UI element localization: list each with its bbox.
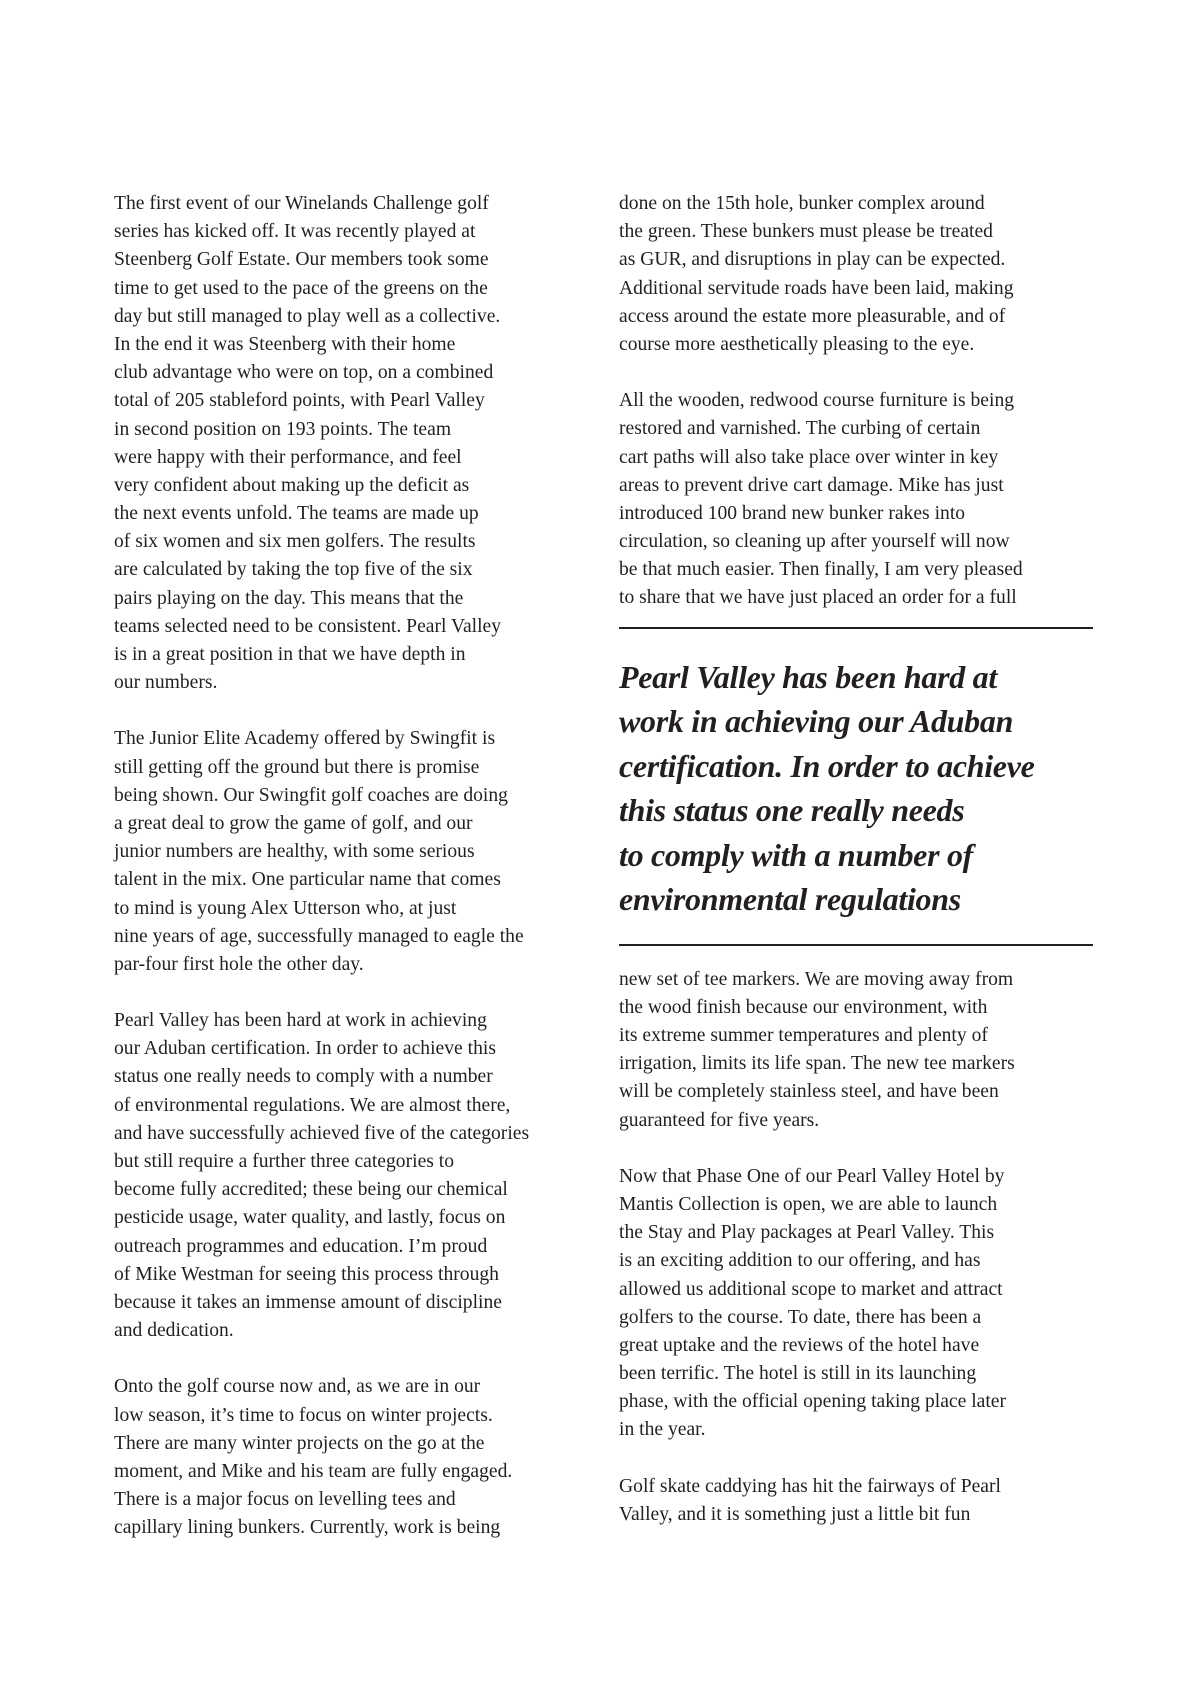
paragraph-winter-projects: Onto the golf course now and, as we are in our low season, it’s time to focus on winter projects. There are many winter projects on the go at the moment, and Mike and his team are fully engaged. There is a major focus on levelling tees and capillary lining bunkers. Currently, work is being xyxy=(114,1376,513,1539)
paragraph-skate-caddying: Golf skate caddying has hit the fairways of Pearl Valley, and it is something just a little bit fun xyxy=(619,1475,1001,1525)
paragraph-bunker-works: done on the 15th hole, bunker complex around the green. These bunkers must please be treated as GUR, and disruptions in play can be expected. Additional servitude roads have been laid, making access around the estate more pleasurable, and of course more aesthetically pleasing to the eye. xyxy=(619,193,1014,355)
right-column xyxy=(619,190,1093,1557)
paragraph-course-furniture: All the wooden, redwood course furniture is being restored and varnished. The curbing of certain cart paths will also take place over winter in key areas to prevent drive cart damage. Mike has just introduced 100 brand new bunker rakes into circulation, so cleaning up after yourself will now be that much easier. Then finally, I am very pleased to share that we have just placed an order for a full xyxy=(619,390,1023,609)
paragraph-junior-academy: The Junior Elite Academy offered by Swingfit is still getting off the ground but there is promise being shown. Our Swingfit golf coaches are doing a great deal to grow the game of golf, and our junior numbers are healthy, with some serious talent in the mix. One particular name that comes to mind is young Alex Utterson who, at just nine years of age, successfully managed to eagle the par-four first hole the other day. xyxy=(114,728,524,975)
paragraph-aduban-certification: Pearl Valley has been hard at work in achieving our Aduban certification. In order to achieve this status one really needs to comply with a number of environmental regulations. We are almost there, and have successfully achieved five of the categories but still require a further three categories to become fully accredited; these being our chemical pesticide usage, water quality, and lastly, focus on outreach programmes and education. I’m proud of Mike Westman for seeing this process through because it takes an immense amount of discipline and dedication. xyxy=(114,1010,530,1342)
left-column xyxy=(114,190,592,1570)
paragraph-tee-markers: new set of tee markers. We are moving away from the wood finish because our environment, with its extreme summer temperatures and plenty of irrigation, limits its life span. The new tee markers will be completely stainless steel, and have been guaranteed for five years. xyxy=(619,968,1015,1131)
paragraph-stay-and-play: Now that Phase One of our Pearl Valley Hotel by Mantis Collection is open, we are able to launch the Stay and Play packages at Pearl Valley. This is an exciting addition to our offering, and has allowed us additional scope to market and attract golfers to the course. To date, there has been a great uptake and the reviews of the hotel have been terrific. The hotel is still in its launching phase, with the official opening taking place later in the year. xyxy=(619,1165,1007,1441)
paragraph-winelands-challenge: The first event of our Winelands Challenge golf series has kicked off. It was recently played at Steenberg Golf Estate. Our members took some time to get used to the pace of the greens on the day but still managed to play well as a collective. In the end it was Steenberg with their home club advantage who were on top, on a combined total of 205 stableford points, with Pearl Valley in second position on 193 points. The team were happy with their performance, and feel very confident about making up the deficit as the next events unfold. The teams are made up of six women and six men golfers. The results are calculated by taking the top five of the six pairs playing on the day. This means that the teams selected need to be consistent. Pearl Valley is in a great position in that we have depth in our numbers. xyxy=(114,193,502,694)
pull-quote: Pearl Valley has been hard at work in achieving our Aduban certification. In order to achieve this status one really needs to comply with a number of environmental regulations xyxy=(619,627,1093,946)
